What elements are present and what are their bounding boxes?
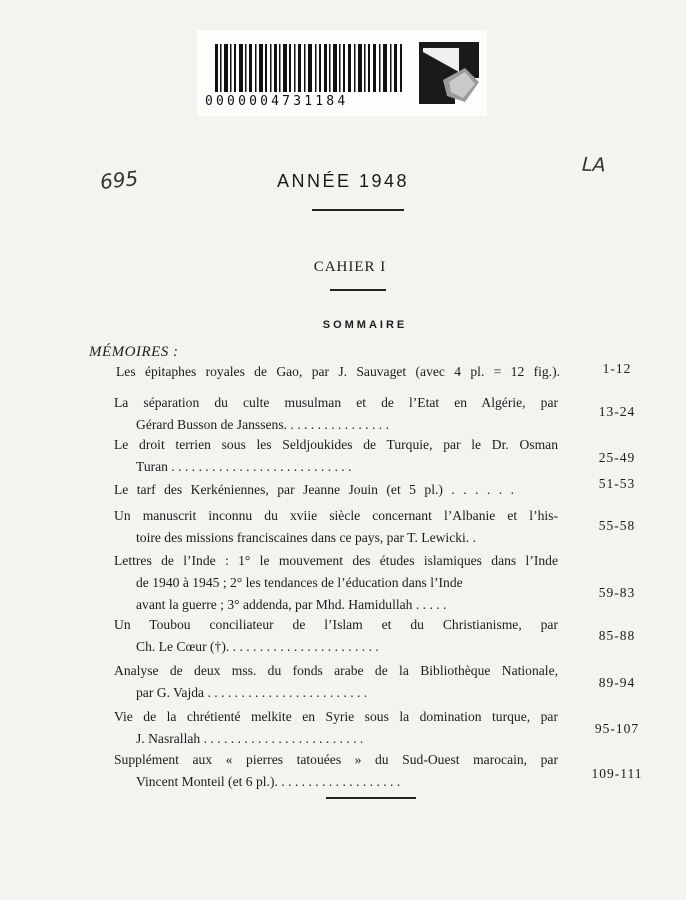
toc-entry-line: de 1940 à 1945 ; 2° les tendances de l’éducation dans l’Inde xyxy=(136,575,463,590)
toc-entry xyxy=(116,361,560,383)
cahier-heading: CAHIER I xyxy=(313,259,387,275)
toc-entry-line: Un manuscrit inconnu du xviie siècle concernant l’Albanie et l’his- xyxy=(114,508,558,523)
toc-entry-line: Le droit terrien sous les Seldjoukides de Turquie, par le Dr. Osman xyxy=(114,437,558,452)
toc-entry-pages: 1-12 xyxy=(602,361,632,376)
cahier-divider xyxy=(330,289,386,291)
toc-entry-line: Ch. Le Cœur (†). . . . . . . . . . . . . . . . . . . . . . . xyxy=(136,639,379,654)
library-logo-icon xyxy=(419,42,479,104)
toc-entry xyxy=(114,614,558,658)
toc-entry xyxy=(114,479,514,501)
toc-entry-line: Supplément aux « pierres tatouées » du Sud-Ouest marocain, par xyxy=(114,752,558,767)
closing-divider xyxy=(326,797,416,799)
toc-entry-line: avant la guerre ; 3° addenda, par Mhd. Hamidullah . . . . . xyxy=(136,597,447,612)
sommaire-heading: SOMMAIRE xyxy=(322,319,408,331)
toc-entry xyxy=(114,392,558,436)
toc-entry-line: par G. Vajda . . . . . . . . . . . . . . . . . . . . . . . . xyxy=(136,685,368,700)
toc-entry-pages: 89-94 xyxy=(598,675,636,690)
toc-entry-pages: 109-111 xyxy=(591,766,643,781)
toc-entry-pages: 25-49 xyxy=(598,450,636,465)
toc-entry-line: Turan . . . . . . . . . . . . . . . . . . . . . . . . . . . xyxy=(136,459,352,474)
toc-entry-line: Vie de la chrétienté melkite en Syrie sous la domination turque, par xyxy=(114,709,558,724)
toc-entry-pages: 51-53 xyxy=(598,476,636,491)
toc-entry xyxy=(114,660,558,704)
toc-entry xyxy=(114,505,558,549)
toc-entry-pages: 55-58 xyxy=(598,518,636,533)
toc-entry xyxy=(114,550,558,616)
barcode-digits: 0000004731184 xyxy=(205,94,349,109)
barcode-label xyxy=(197,30,487,116)
page-title: ANNÉE 1948 xyxy=(276,171,410,191)
barcode-icon xyxy=(215,44,405,92)
toc-entry-pages: 59-83 xyxy=(598,585,636,600)
title-divider xyxy=(312,209,404,211)
toc-entry xyxy=(114,434,558,478)
toc-entry-line: La séparation du culte musulman et de l’Etat en Algérie, par xyxy=(114,395,558,410)
toc-entry-line: Analyse de deux mss. du fonds arabe de la Bibliothèque Nationale, xyxy=(114,663,558,678)
handwritten-initials: LA xyxy=(581,153,606,177)
toc-entry-line: Gérard Busson de Janssens. . . . . . . . . . . . . . . . xyxy=(136,417,389,432)
toc-entry-line: J. Nasrallah . . . . . . . . . . . . . . . . . . . . . . . . xyxy=(136,731,364,746)
toc-entry-line: Lettres de l’Inde : 1° le mouvement des études islamiques dans l’Inde xyxy=(114,553,558,568)
toc-entry-line: Le tarf des Kerkéniennes, par Jeanne Jouin (et 5 pl.) . . . . . . xyxy=(114,482,514,497)
handwritten-number: 695 xyxy=(98,166,140,194)
toc-entry-pages: 85-88 xyxy=(598,628,636,643)
toc-entry-line: Les épitaphes royales de Gao, par J. Sauvaget (avec 4 pl. = 12 fig.). xyxy=(116,364,560,379)
toc-entry-pages: 95-107 xyxy=(594,721,640,736)
toc-entry-pages: 13-24 xyxy=(598,404,636,419)
toc-entry-line: toire des missions franciscaines dans ce pays, par T. Lewicki. . xyxy=(136,530,476,545)
toc-entry-line: Un Toubou conciliateur de l’Islam et du Christianisme, par xyxy=(114,617,558,632)
toc-entry-line: Vincent Monteil (et 6 pl.). . . . . . . . . . . . . . . . . . . xyxy=(136,774,401,789)
section-label: MÉMOIRES : xyxy=(89,344,179,360)
toc-entry xyxy=(114,706,558,750)
toc-entry xyxy=(114,749,558,793)
